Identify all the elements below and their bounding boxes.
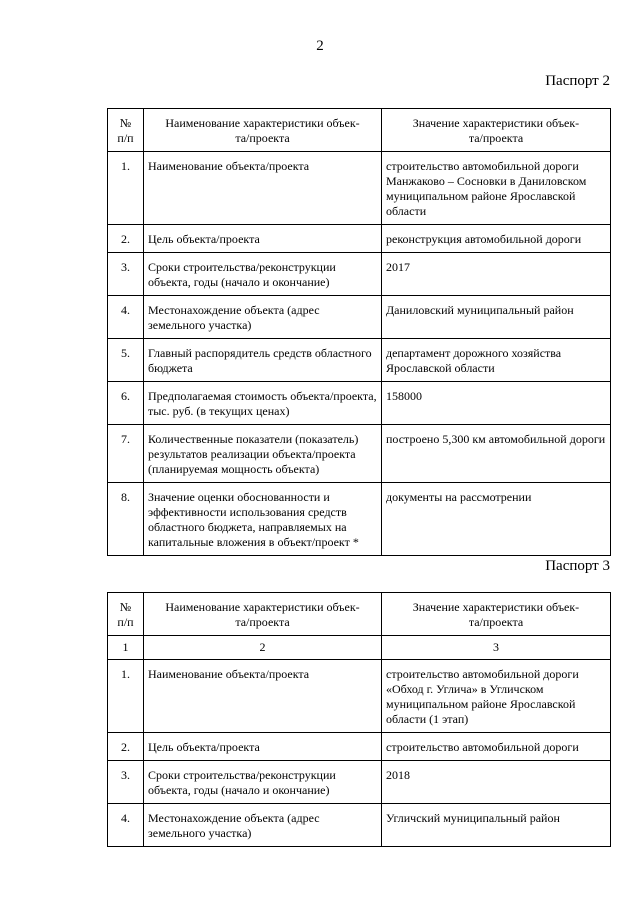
- row-name: Местонахождение объекта (адрес земельного участка): [144, 804, 382, 847]
- row-name: Значение оценки обоснованности и эффективности использования средств областного бюджета, направляемых на капитальные вложения в объект/проект *: [144, 483, 382, 556]
- table-row: [108, 483, 611, 556]
- header-number: № п/п: [108, 109, 144, 152]
- row-name: Наименование объекта/проекта: [144, 660, 382, 733]
- header-number: № п/п: [108, 593, 144, 636]
- table-row: [108, 296, 611, 339]
- row-name: Главный распорядитель средств областного бюджета: [144, 339, 382, 382]
- row-name: Цель объекта/проекта: [144, 733, 382, 761]
- header-characteristic-value: Значение характеристики объек- та/проекта: [382, 109, 611, 152]
- table-row: [108, 253, 611, 296]
- column-index: 3: [382, 636, 611, 660]
- row-number: 1.: [108, 660, 144, 733]
- row-value: 2018: [382, 761, 611, 804]
- table-row: [108, 152, 611, 225]
- row-number: 4.: [108, 804, 144, 847]
- row-number: 8.: [108, 483, 144, 556]
- row-value: 2017: [382, 253, 611, 296]
- table-header-row: [108, 109, 611, 152]
- header-characteristic-value: Значение характеристики объек- та/проекта: [382, 593, 611, 636]
- row-value: Даниловский муниципальный район: [382, 296, 611, 339]
- row-name: Цель объекта/проекта: [144, 225, 382, 253]
- row-value: строительство автомобильной дороги: [382, 733, 611, 761]
- row-number: 5.: [108, 339, 144, 382]
- row-value: строительство автомобильной дороги «Обход г. Углича» в Угличском муниципальном районе Ярославской области (1 этап): [382, 660, 611, 733]
- row-number: 3.: [108, 253, 144, 296]
- row-number: 3.: [108, 761, 144, 804]
- row-value: реконструкция автомобильной дороги: [382, 225, 611, 253]
- table-row: [108, 425, 611, 483]
- column-index: 1: [108, 636, 144, 660]
- table-row: [108, 660, 611, 733]
- passport-3-title: Паспорт 3: [545, 558, 610, 574]
- passport-3-table: [107, 592, 611, 847]
- row-number: 2.: [108, 733, 144, 761]
- column-index-row: [108, 636, 611, 660]
- table-row: [108, 804, 611, 847]
- column-index: 2: [144, 636, 382, 660]
- row-name: Количественные показатели (показатель) результатов реализации объекта/проекта (планируемая мощность объекта): [144, 425, 382, 483]
- row-number: 2.: [108, 225, 144, 253]
- row-value: 158000: [382, 382, 611, 425]
- table-row: [108, 225, 611, 253]
- row-number: 1.: [108, 152, 144, 225]
- row-number: 4.: [108, 296, 144, 339]
- table-row: [108, 761, 611, 804]
- row-name: Сроки строительства/реконструкции объекта, годы (начало и окончание): [144, 253, 382, 296]
- row-name: Сроки строительства/реконструкции объекта, годы (начало и окончание): [144, 761, 382, 804]
- passport-2-table: [107, 108, 611, 556]
- table-row: [108, 733, 611, 761]
- row-number: 6.: [108, 382, 144, 425]
- table-row: [108, 339, 611, 382]
- row-value: департамент дорожного хозяйства Ярославской области: [382, 339, 611, 382]
- table-row: [108, 382, 611, 425]
- row-name: Наименование объекта/проекта: [144, 152, 382, 225]
- row-name: Местонахождение объекта (адрес земельного участка): [144, 296, 382, 339]
- header-characteristic-name: Наименование характеристики объек- та/проекта: [144, 593, 382, 636]
- row-value: Угличский муниципальный район: [382, 804, 611, 847]
- row-value: построено 5,300 км автомобильной дороги: [382, 425, 611, 483]
- table-header-row: [108, 593, 611, 636]
- passport-2-title: Паспорт 2: [545, 73, 610, 89]
- page-number: 2: [316, 38, 324, 54]
- row-value: строительство автомобильной дороги Манжаково – Сосновки в Даниловском муниципальном районе Ярославской области: [382, 152, 611, 225]
- row-value: документы на рассмотрении: [382, 483, 611, 556]
- header-characteristic-name: Наименование характеристики объек- та/проекта: [144, 109, 382, 152]
- row-name: Предполагаемая стоимость объекта/проекта, тыс. руб. (в текущих ценах): [144, 382, 382, 425]
- row-number: 7.: [108, 425, 144, 483]
